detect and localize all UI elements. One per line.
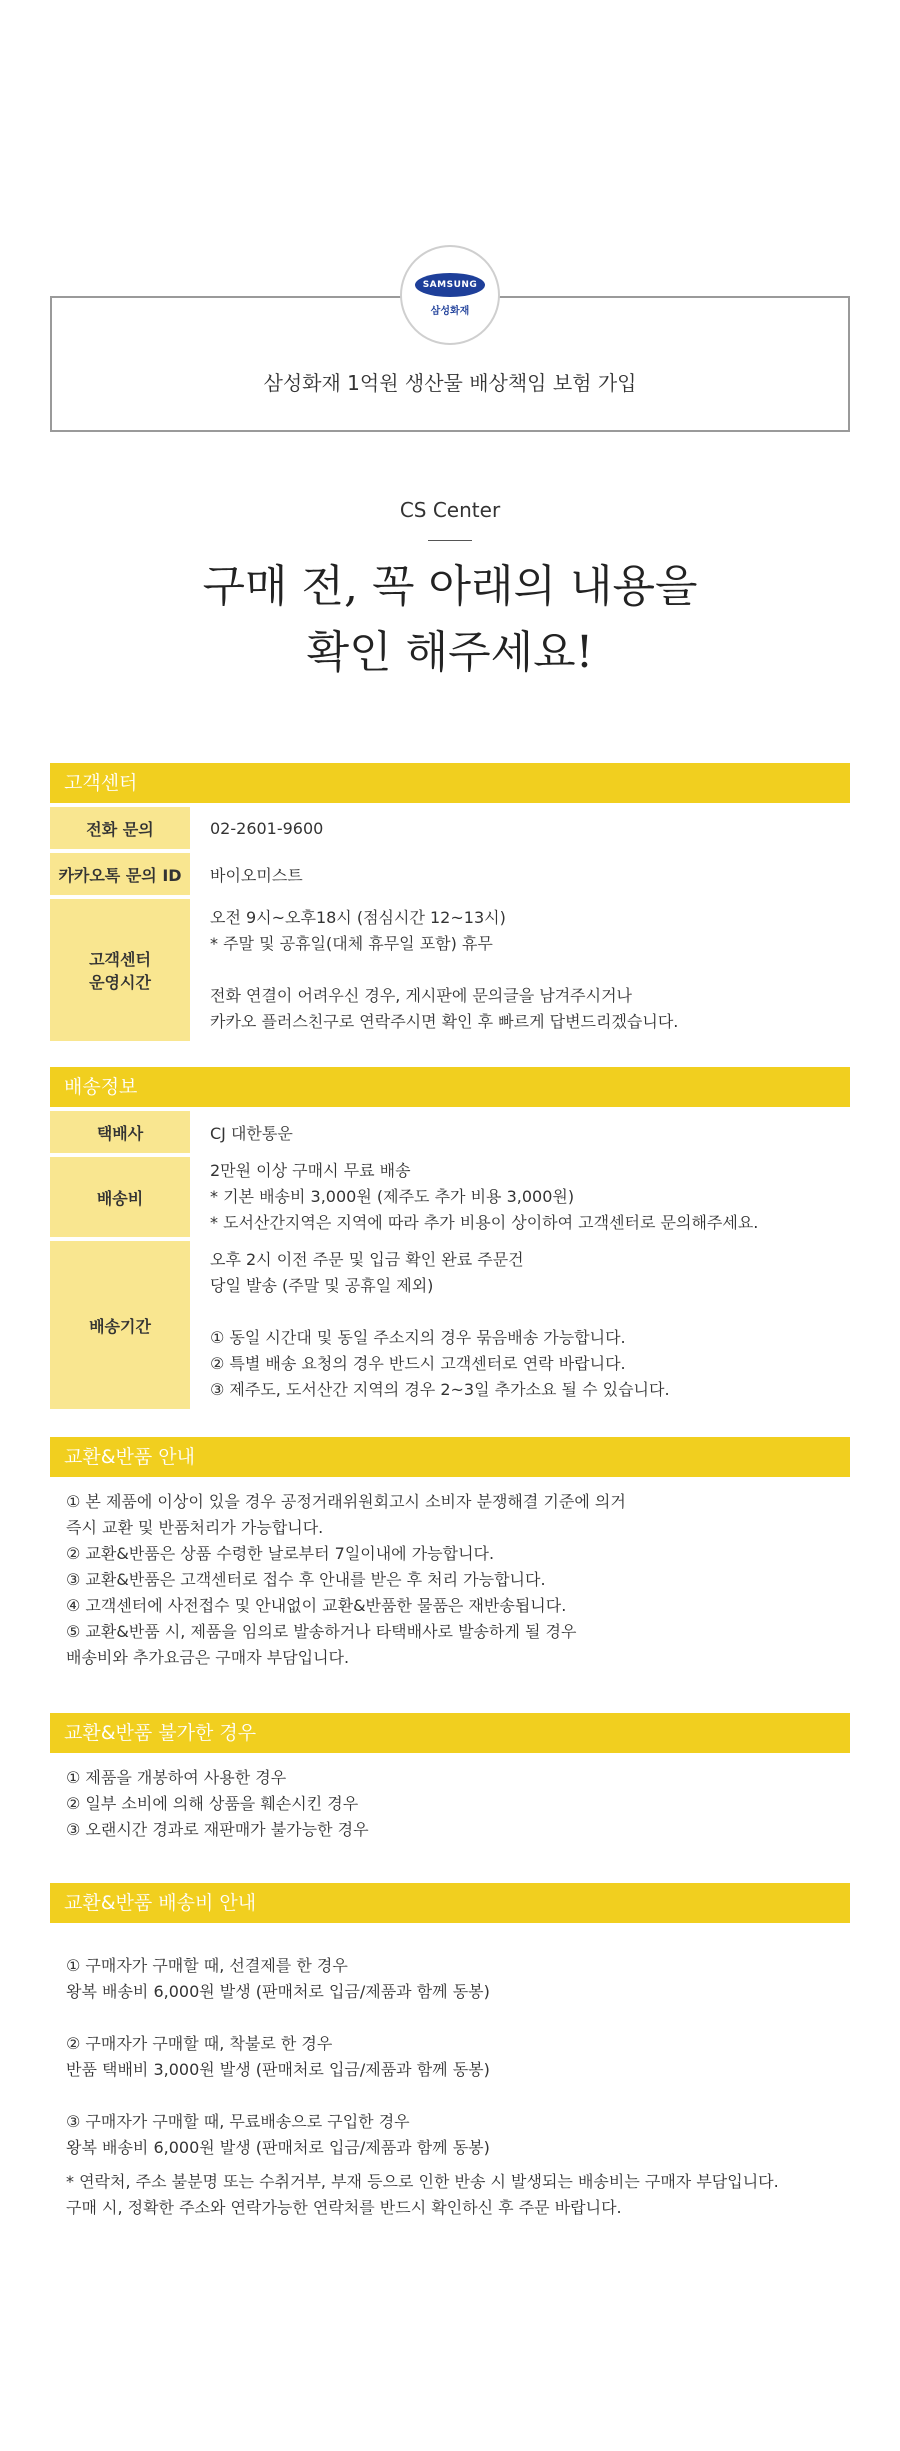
customer-center-header: 고객센터 [50, 763, 850, 803]
period-row [50, 1241, 850, 1409]
shipping-header: 배송정보 [50, 1067, 850, 1107]
page-headline [0, 554, 900, 686]
customer-center-section [50, 763, 850, 1041]
headline-line-2: 확인 해주세요! [306, 627, 594, 678]
insurance-text: 삼성화재 1억원 생산물 배상책임 보험 가입 [263, 371, 637, 395]
list-item: ⑤ 교환&반품 시, 제품을 임의로 발송하거나 타택배사로 발송하게 될 경우 [66, 1622, 577, 1641]
list-item: ② 교환&반품은 상품 수령한 날로부터 7일이내에 가능합니다. [66, 1544, 495, 1563]
kakao-row [50, 853, 850, 895]
courier-value: CJ 대한통운 [210, 1123, 293, 1143]
hours-label-line-1: 고객센터 [89, 950, 151, 969]
list-item: 배송비와 추가요금은 구매자 부담입니다. [66, 1648, 350, 1667]
list-item: ③ 오랜시간 경과로 재판매가 불가능한 경우 [66, 1820, 369, 1839]
note-line-1: * 연락처, 주소 불분명 또는 수취거부, 부재 등으로 인한 반송 시 발생되는 배송비는 구매자 부담입니다. [66, 2172, 779, 2191]
samsung-logo: SAMSUNG [415, 273, 485, 297]
list-item: ④ 고객센터에 사전접수 및 안내없이 교환&반품한 물품은 재반송됩니다. [66, 1596, 567, 1615]
period-line: ③ 제주도, 도서산간 지역의 경우 2~3일 추가소요 될 수 있습니다. [210, 1380, 670, 1399]
exchange-header: 교환&반품 안내 [50, 1437, 850, 1477]
phone-value: 02-2601-9600 [210, 818, 324, 838]
cs-center-label: CS Center [399, 498, 501, 522]
fee-line: * 기본 배송비 3,000원 (제주도 추가 비용 3,000원) [210, 1187, 575, 1206]
period-line: 당일 발송 (주말 및 공휴일 제외) [210, 1276, 434, 1295]
shipping-section [50, 1067, 850, 1409]
exchange-section [50, 1437, 850, 1671]
no-exchange-header: 교환&반품 불가한 경우 [50, 1713, 850, 1753]
period-line [210, 1299, 670, 1325]
courier-label: 택배사 [50, 1111, 190, 1153]
period-value [190, 1241, 850, 1409]
hours-label [50, 899, 190, 1041]
list-item: ① 구매자가 구매할 때, 선결제를 한 경우 [66, 1956, 348, 1975]
list-item [66, 2005, 850, 2031]
list-item: 왕복 배송비 6,000원 발생 (판매처로 입금/제품과 함께 동봉) [66, 2138, 490, 2157]
return-fee-section [50, 1883, 850, 2161]
hours-line: 전화 연결이 어려우신 경우, 게시판에 문의글을 남겨주시거나 [210, 986, 633, 1005]
no-exchange-section [50, 1713, 850, 1843]
list-item: 반품 택배비 3,000원 발생 (판매처로 입금/제품과 함께 동봉) [66, 2060, 490, 2079]
return-fee-header: 교환&반품 배송비 안내 [50, 1883, 850, 1923]
samsung-fire-badge [400, 245, 500, 345]
fee-line: * 도서산간지역은 지역에 따라 추가 비용이 상이하여 고객센터로 문의해주세요. [210, 1213, 759, 1232]
list-item [66, 2083, 850, 2109]
hours-value [190, 899, 850, 1041]
hours-label-line-2: 운영시간 [89, 973, 151, 992]
kakao-value: 바이오미스트 [210, 865, 303, 885]
return-fee-list [50, 1953, 850, 2161]
fee-row [50, 1157, 850, 1237]
fee-label: 배송비 [50, 1157, 190, 1237]
period-line: ① 동일 시간대 및 동일 주소지의 경우 묶음배송 가능합니다. [210, 1328, 626, 1347]
headline-line-1: 구매 전, 꼭 아래의 내용을 [202, 561, 698, 612]
hours-line: 오전 9시~오후18시 (점심시간 12~13시) [210, 908, 506, 927]
samsung-fire-name: 삼성화재 [430, 306, 470, 317]
list-item: ① 본 제품에 이상이 있을 경우 공정거래위원회고시 소비자 분쟁해결 기준에 의거 [66, 1492, 626, 1511]
period-line: ② 특별 배송 요청의 경우 반드시 고객센터로 연락 바랍니다. [210, 1354, 626, 1373]
phone-row [50, 807, 850, 849]
fee-value [190, 1157, 850, 1237]
fee-line: 2만원 이상 구매시 무료 배송 [210, 1161, 411, 1180]
exchange-list [50, 1489, 850, 1671]
kakao-label: 카카오톡 문의 ID [50, 853, 190, 895]
list-item: ③ 구매자가 구매할 때, 무료배송으로 구입한 경우 [66, 2112, 410, 2131]
list-item: ③ 교환&반품은 고객센터로 접수 후 안내를 받은 후 처리 가능합니다. [66, 1570, 546, 1589]
note-line-2: 구매 시, 정확한 주소와 연락가능한 연락처를 반드시 확인하신 후 주문 바랍니다. [66, 2198, 622, 2217]
list-item: 즉시 교환 및 반품처리가 가능합니다. [66, 1518, 324, 1537]
hours-line [210, 957, 678, 983]
courier-row [50, 1111, 850, 1153]
cs-divider [428, 540, 472, 541]
hours-line: * 주말 및 공휴일(대체 휴무일 포함) 휴무 [210, 934, 493, 953]
list-item: ② 일부 소비에 의해 상품을 훼손시킨 경우 [66, 1794, 359, 1813]
hours-row [50, 899, 850, 1041]
list-item: ② 구매자가 구매할 때, 착불로 한 경우 [66, 2034, 333, 2053]
hours-line: 카카오 플러스친구로 연락주시면 확인 후 빠르게 답변드리겠습니다. [210, 1012, 679, 1031]
no-exchange-list [50, 1765, 850, 1843]
list-item: ① 제품을 개봉하여 사용한 경우 [66, 1768, 287, 1787]
period-label: 배송기간 [50, 1241, 190, 1409]
phone-label: 전화 문의 [50, 807, 190, 849]
period-line: 오후 2시 이전 주문 및 입금 확인 완료 주문건 [210, 1250, 524, 1269]
list-item: 왕복 배송비 6,000원 발생 (판매처로 입금/제품과 함께 동봉) [66, 1982, 490, 2001]
shipping-note [66, 2169, 779, 2221]
